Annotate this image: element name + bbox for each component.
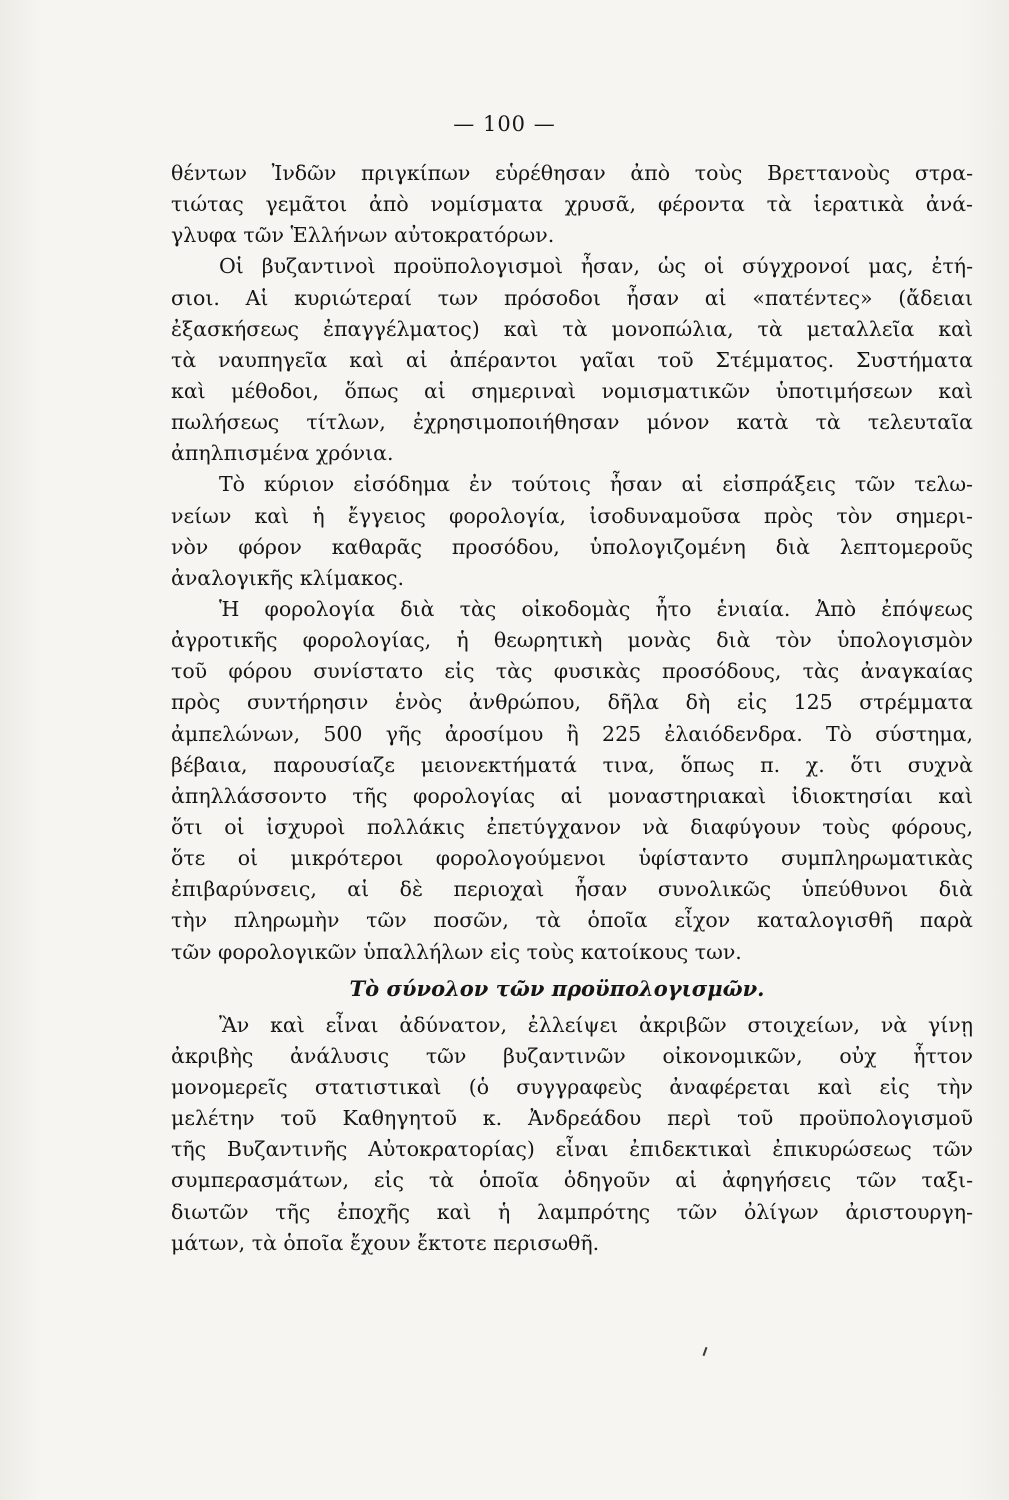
paragraph-3 (171, 469, 973, 594)
ink-speck (703, 1347, 708, 1356)
text-line: ὅτε οἱ μικρότεροι φορολογούμενοι ὑφίσταντο συμπληρωματικὰς (171, 846, 973, 871)
text-line: νείων καὶ ἡ ἔγγειος φορολογία, ἰσοδυναμοῦσα πρὸς τὸν σημερι- (171, 503, 973, 528)
text-line: ἐπιβαρύνσεις, αἱ δὲ περιοχαὶ ἦσαν συνολικῶς ὑπεύθυνοι διὰ (171, 877, 973, 902)
text-line: βέβαια, παρουσίαζε μειονεκτήματά τινα, ὅπως π. χ. ὅτι συχνὰ (171, 752, 973, 777)
text-line: τιώτας γεμᾶτοι ἀπὸ νομίσματα χρυσᾶ, φέροντα τὰ ἱερατικὰ ἀνά- (171, 192, 973, 217)
section-heading: Τὸ σύνολον τῶν προϋπολογισμῶν. (349, 975, 765, 1001)
text-line: γλυφα τῶν Ἑλλήνων αὐτοκρατόρων. (171, 223, 555, 248)
text-line: τοῦ φόρου συνίστατο εἰς τὰς φυσικὰς προσόδους, τὰς ἀναγκαίας (171, 659, 973, 684)
text-line: ἀγροτικῆς φορολογίας, ἡ θεωρητικὴ μονὰς διὰ τὸν ὑπολογισμὸν (171, 628, 973, 653)
text-line: μονομερεῖς στατιστικαὶ (ὁ συγγραφεὺς ἀναφέρεται καὶ εἰς τὴν (171, 1074, 973, 1099)
text-line: τῶν φορολογικῶν ὑπαλλήλων εἰς τοὺς κατοίκους των. (171, 939, 742, 964)
text-line: ὅτι οἱ ἰσχυροὶ πολλάκις ἐπετύγχανον νὰ διαφύγουν τοὺς φόρους, (171, 814, 973, 839)
text-line: Ἂν καὶ εἶναι ἀδύνατον, ἐλλείψει ἀκριβῶν στοιχείων, νὰ γίνῃ (219, 1012, 973, 1037)
page-number: — 100 — (453, 112, 556, 136)
text-line: μάτων, τὰ ὁποῖα ἔχουν ἔκτοτε περισωθῆ. (171, 1230, 600, 1255)
text-line: τῆς Βυζαντινῆς Αὐτοκρατορίας) εἶναι ἐπιδεκτικαὶ ἐπικυρώσεως τῶν (171, 1137, 973, 1162)
text-line: τὰ ναυπηγεῖα καὶ αἱ ἀπέραντοι γαῖαι τοῦ Στέμματος. Συστήματα (171, 347, 973, 372)
text-line: ἀπηλπισμένα χρόνια. (171, 441, 394, 466)
text-line: Τὸ κύριον εἰσόδημα ἐν τούτοις ἦσαν αἱ εἰσπράξεις τῶν τελω- (219, 472, 973, 497)
text-line: καὶ μέθοδοι, ὅπως αἱ σημεριναὶ νομισματικῶν ὑποτιμήσεων καὶ (171, 378, 973, 403)
text-line: ἀπηλλάσσοντο τῆς φορολογίας αἱ μοναστηριακαὶ ἰδιοκτησίαι καὶ (171, 783, 973, 808)
text-line: μελέτην τοῦ Καθηγητοῦ κ. Ἀνδρεάδου περὶ τοῦ προϋπολογισμοῦ (171, 1106, 973, 1131)
text-line: πρὸς συντήρησιν ἑνὸς ἀνθρώπου, δῆλα δὴ εἰς 125 στρέμματα (171, 690, 973, 715)
text-line: διωτῶν τῆς ἐποχῆς καὶ ἡ λαμπρότης τῶν ὀλίγων ἀριστουργη- (171, 1199, 973, 1224)
text-line: Οἱ βυζαντινοὶ προϋπολογισμοὶ ἦσαν, ὡς οἱ σύγχρονοί μας, ἐτή- (219, 254, 973, 279)
text-line: ἐξασκήσεως ἐπαγγέλματος) καὶ τὰ μονοπώλια, τὰ μεταλλεῖα καὶ (171, 316, 973, 341)
text-line: σιοι. Αἱ κυριώτεραί των πρόσοδοι ἦσαν αἱ «πατέντες» (ἄδειαι (171, 285, 973, 310)
text-line: ἀκριβὴς ἀνάλυσις τῶν βυζαντινῶν οἰκονομικῶν, οὐχ ἧττον (171, 1043, 973, 1068)
text-line: ἀναλογικῆς κλίμακος. (171, 565, 405, 590)
text-line: θέντων Ἰνδῶν πριγκίπων εὑρέθησαν ἀπὸ τοὺς Βρεττανοὺς στρα- (171, 161, 973, 185)
text-line: τὴν πληρωμὴν τῶν ποσῶν, τὰ ὁποῖα εἶχον καταλογισθῆ παρὰ (171, 908, 973, 933)
text-line: νὸν φόρον καθαρᾶς προσόδου, ὑπολογιζομένη διὰ λεπτομεροῦς (171, 534, 973, 559)
body-text (171, 158, 973, 1259)
text-line: ἀμπελώνων, 500 γῆς ἀροσίμου ἢ 225 ἐλαιόδενδρα. Τὸ σύστημα, (171, 721, 973, 746)
paragraph-5 (171, 1010, 973, 1259)
paragraph-4 (171, 594, 973, 968)
paragraph-1 (171, 158, 973, 251)
paragraph-2 (171, 251, 973, 469)
text-line: πωλήσεως τίτλων, ἐχρησιμοποιήθησαν μόνον κατὰ τὰ τελευταῖα (171, 410, 973, 435)
text-line: Ἡ φορολογία διὰ τὰς οἰκοδομὰς ἦτο ἑνιαία. Ἀπὸ ἐπόψεως (219, 596, 973, 621)
text-line: συμπερασμάτων, εἰς τὰ ὁποῖα ὁδηγοῦν αἱ ἀφηγήσεις τῶν ταξι- (171, 1168, 973, 1193)
